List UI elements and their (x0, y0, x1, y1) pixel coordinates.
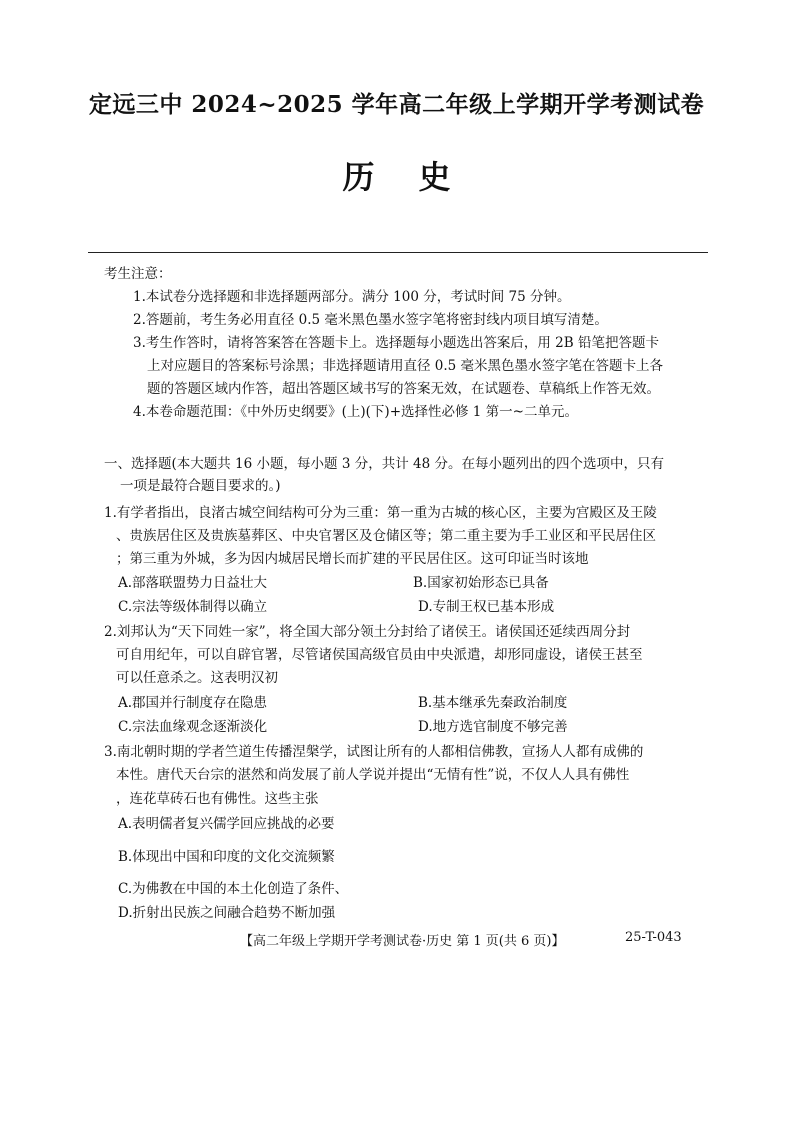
page-footer: 【高二年级上学期开学考测试卷·历史 第 1 页(共 6 页)】 (240, 934, 565, 949)
question-2-option-b: B.基本继承先秦政治制度 (418, 695, 568, 711)
notice-item-3-cont-2: 题的答题区域内作答，超出答题区域书写的答案无效，在试题卷、草稿纸上作答无效。 (147, 381, 660, 397)
question-2-line-2: 可自用纪年，可以自辟官署，尽管诸侯国高级官员由中央派遣，却形同虚设，诸侯王甚至 (116, 647, 643, 663)
exam-title: 定远三中 2024~2025 学年高二年级上学期开学考测试卷 (88, 91, 705, 118)
notice-item-4: 4.本卷命题范围：《中外历史纲要》(上)(下)+选择性必修 1 第一~二单元。 (133, 404, 578, 420)
question-3-option-d: D.折射出民族之间融合趋势不断加强 (118, 905, 336, 921)
question-1-option-c: C.宗法等级体制得以确立 (118, 599, 268, 615)
notice-item-1: 1.本试卷分选择题和非选择题两部分。满分 100 分，考试时间 75 分钟。 (133, 289, 571, 305)
question-3-line-1: 3.南北朝时期的学者竺道生传播涅槃学，试图让所有的人都相信佛教，宣扬人人都有成佛的 (104, 744, 644, 760)
notice-item-2: 2.答题前，考生务必用直径 0.5 毫米黑色墨水签字笔将密封线内项目填写清楚。 (133, 312, 608, 328)
question-1-option-b: B.国家初始形态已具备 (413, 575, 549, 591)
question-1-line-1: 1.有学者指出，良渚古城空间结构可分为三重：第一重为古城的核心区，主要为宫殿区及王陵 (104, 505, 657, 521)
question-2-line-1: 2.刘邦认为“天下同姓一家”，将全国大部分领土分封给了诸侯王。诸侯国还延续西周分封 (104, 624, 631, 640)
notice-item-3-cont-1: 上对应题目的答案标号涂黑；非选择题请用直径 0.5 毫米黑色墨水签字笔在答题卡上各 (147, 358, 664, 374)
paper-code: 25-T-043 (625, 930, 682, 945)
question-1-option-d: D.专制王权已基本形成 (418, 599, 555, 615)
question-3-line-2: 本性。唐代天台宗的湛然和尚发展了前人学说并提出“无情有性”说，不仅人人具有佛性 (116, 767, 630, 783)
question-1-option-a: A.部落联盟势力日益壮大 (118, 575, 268, 591)
question-3-option-a: A.表明儒者复兴儒学回应挑战的必要 (118, 816, 335, 832)
question-2-line-3: 可以任意杀之。这表明汉初 (116, 670, 278, 686)
question-3-line-3: ，连花草砖石也有佛性。这些主张 (116, 791, 319, 807)
question-1-line-3: ；第三重为外城，多为因内城居民增长而扩建的平民居住区。这可印证当时该地 (116, 551, 589, 567)
header-divider (88, 252, 708, 253)
notice-item-3: 3.考生作答时，请将答案答在答题卡上。选择题每小题选出答案后，用 2B 铅笔把答题卡 (133, 335, 659, 351)
section-heading-cont: 一项是最符合题目要求的。) (120, 478, 281, 494)
question-2-option-c: C.宗法血缘观念逐渐淡化 (118, 719, 268, 735)
question-2-option-a: A.郡国并行制度存在隐患 (118, 695, 268, 711)
question-3-option-b: B.体现出中国和印度的文化交流频繁 (118, 849, 335, 865)
section-heading: 一、选择题(本大题共 16 小题，每小题 3 分，共计 48 分。在每小题列出的四个选项中，只有 (104, 456, 664, 472)
subject-title: 历史 (342, 158, 495, 196)
question-1-line-2: 、贵族居住区及贵族墓葬区、中央官署区及仓储区等；第二重主要为手工业区和平民居住区 (116, 528, 656, 544)
question-2-option-d: D.地方选官制度不够完善 (418, 719, 568, 735)
notice-heading: 考生注意： (104, 266, 172, 282)
question-3-option-c: C.为佛教在中国的本土化创造了条件、 (118, 881, 349, 897)
